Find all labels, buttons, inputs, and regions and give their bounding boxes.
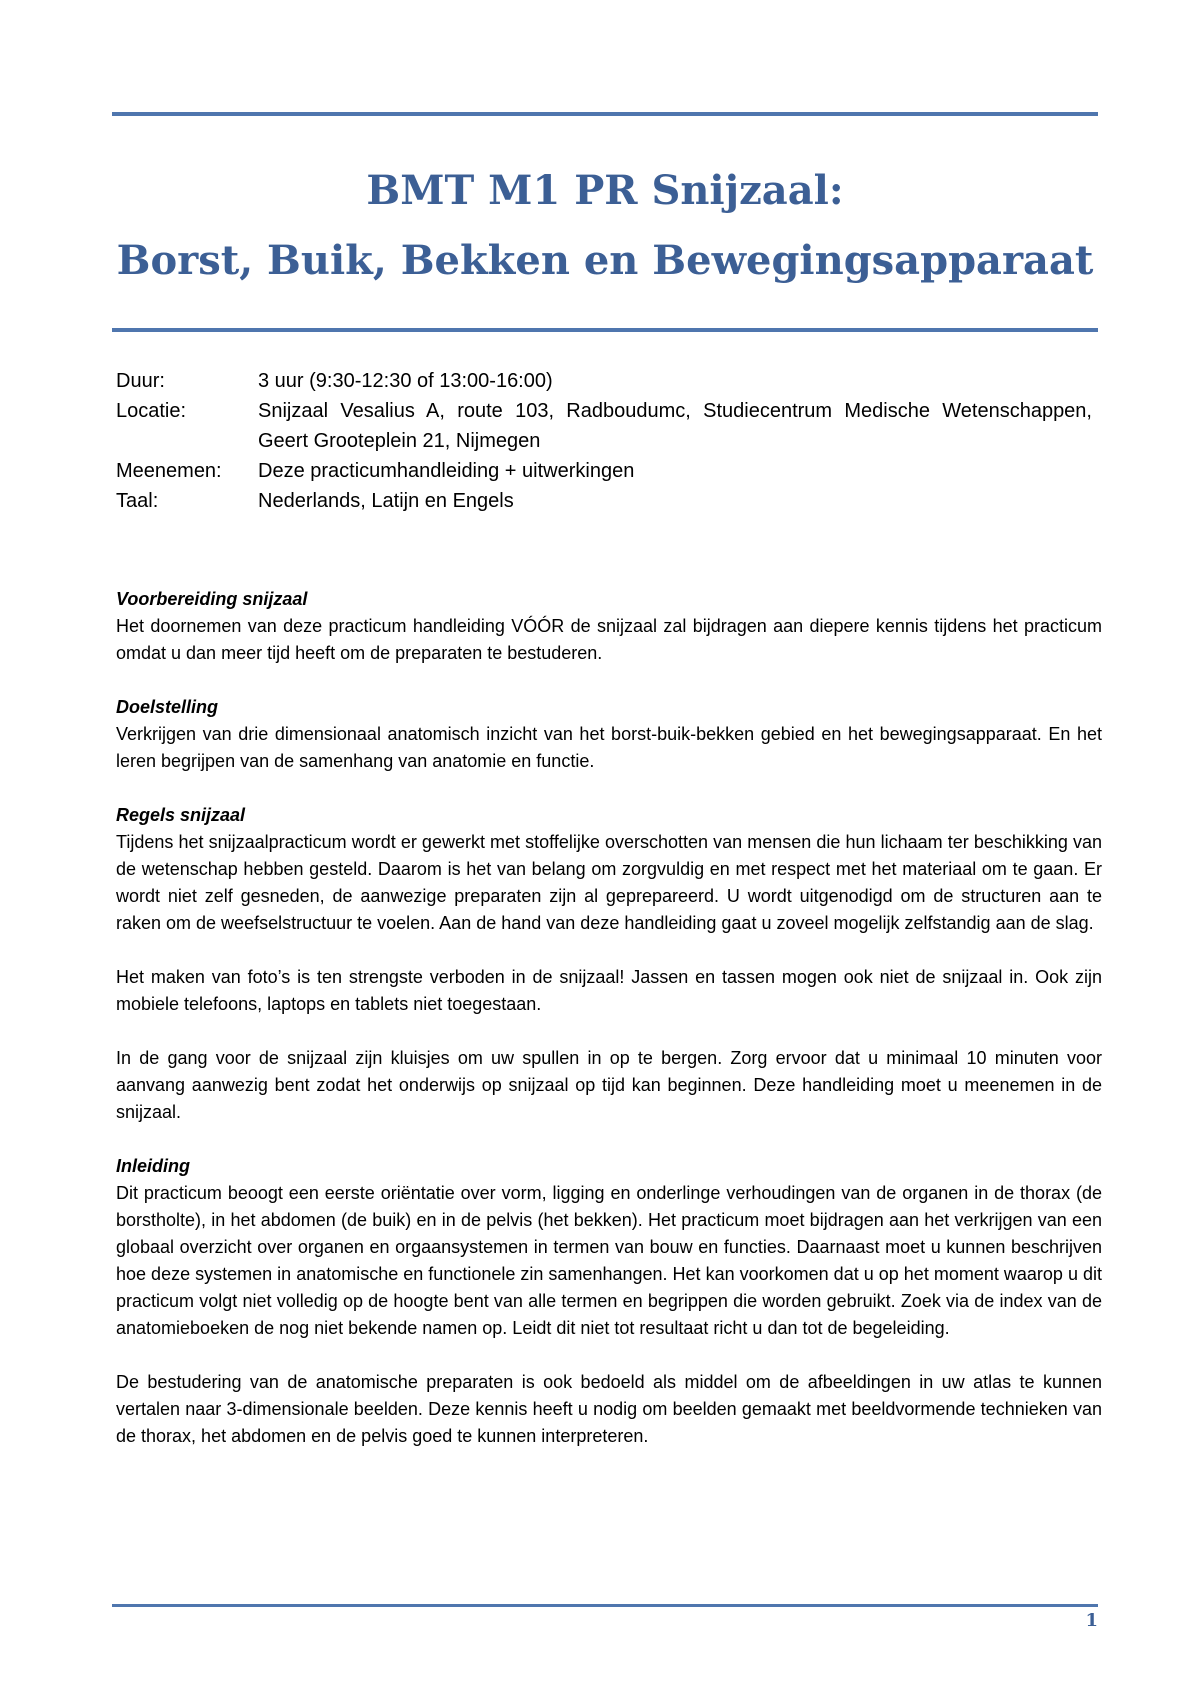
paragraph: Het doornemen van deze practicum handleiding VÓÓR de snijzaal zal bijdragen aan diepere kennis tijdens het practicum omdat u dan meer tijd heeft om de preparaten te bestuderen. xyxy=(116,616,1102,663)
section-heading: Inleiding xyxy=(116,1156,190,1176)
meta-row-locatie xyxy=(116,396,1092,456)
meta-info-table xyxy=(116,366,1092,516)
meta-value: Snijzaal Vesalius A, route 103, Radboudumc, Studiecentrum Medische Wetenschappen, Geert Grooteplein 21, Nijmegen xyxy=(258,400,1092,452)
paragraph: In de gang voor de snijzaal zijn kluisjes om uw spullen in op te bergen. Zorg ervoor dat u minimaal 10 minuten voor aanvang aanwezig bent zodat het onderwijs op snijzaal op tijd kan beginnen. Deze handleiding moet u meenemen in de snijzaal. xyxy=(116,1048,1102,1122)
paragraph: De bestudering van de anatomische preparaten is ook bedoeld als middel om de afbeeldingen in uw atlas te kunnen vertalen naar 3-dimensionale beelden. Deze kennis heeft u nodig om beelden gemaakt met beeldvormende technieken van de thorax, het abdomen en de pelvis goed te kunnen interpreteren. xyxy=(116,1372,1102,1446)
paragraph: Het maken van foto’s is ten strengste verboden in de snijzaal! Jassen en tassen mogen ook niet de snijzaal in. Ook zijn mobiele telefoons, laptops en tablets niet toegestaan. xyxy=(116,967,1102,1014)
document-title xyxy=(112,156,1098,296)
section-voorbereiding xyxy=(116,586,1102,667)
section-heading: Doelstelling xyxy=(116,697,219,717)
document-body xyxy=(116,586,1102,1477)
title-line-2: Borst, Buik, Bekken en Bewegingsapparaat xyxy=(116,237,1094,284)
top-rule xyxy=(112,112,1098,116)
section-doelstelling xyxy=(116,694,1102,775)
section-regels xyxy=(116,802,1102,1126)
meta-label: Meenemen: xyxy=(116,460,222,482)
meta-label: Taal: xyxy=(116,490,159,512)
page-number: 1 xyxy=(1085,1610,1098,1631)
meta-label: Locatie: xyxy=(116,400,187,422)
paragraph: Verkrijgen van drie dimensionaal anatomisch inzicht van het borst-buik-bekken gebied en het bewegingsapparaat. En het leren begrijpen van de samenhang van anatomie en functie. xyxy=(116,724,1102,771)
meta-value: Nederlands, Latijn en Engels xyxy=(258,490,514,512)
meta-value: Deze practicumhandleiding + uitwerkingen xyxy=(258,460,635,482)
title-line-1: BMT M1 PR Snijzaal: xyxy=(366,167,844,214)
meta-row-taal xyxy=(116,486,1092,516)
section-inleiding xyxy=(116,1153,1102,1450)
meta-row-meenemen xyxy=(116,456,1092,486)
section-heading: Regels snijzaal xyxy=(116,805,246,825)
meta-label: Duur: xyxy=(116,370,165,392)
paragraph: Dit practicum beoogt een eerste oriëntatie over vorm, ligging en onderlinge verhoudingen van de organen in de thorax (de borstholte), in het abdomen (de buik) en in de pelvis (het bekken). Het practicum moet bijdragen aan het verkrijgen van een globaal overzicht over organen en orgaansystemen in termen van bouw en functies. Daarnaast moet u kunnen beschrijven hoe deze systemen in anatomische en functionele zin samenhangen. Het kan voorkomen dat u op het moment waarop u dit practicum volgt niet volledig op de hoogte bent van alle termen en begrippen die worden gebruikt. Zoek via de index van de anatomieboeken de nog niet bekende namen op. Leidt dit niet tot resultaat richt u dan tot de begeleiding. xyxy=(116,1183,1102,1338)
paragraph: Tijdens het snijzaalpracticum wordt er gewerkt met stoffelijke overschotten van mensen die hun lichaam ter beschikking van de wetenschap hebben gesteld. Daarom is het van belang om zorgvuldig en met respect met het materiaal om te gaan. Er wordt niet zelf gesneden, de aanwezige preparaten zijn al geprepareerd. U wordt uitgenodigd om de structuren aan te raken om de weefselstructuur te voelen. Aan de hand van deze handleiding gaat u zoveel mogelijk zelfstandig aan de slag. xyxy=(116,832,1102,933)
meta-value: 3 uur (9:30-12:30 of 13:00-16:00) xyxy=(258,370,553,392)
meta-row-duur xyxy=(116,366,1092,396)
section-heading: Voorbereiding snijzaal xyxy=(116,589,308,609)
title-underline-rule xyxy=(112,328,1098,332)
footer-rule xyxy=(112,1604,1098,1607)
